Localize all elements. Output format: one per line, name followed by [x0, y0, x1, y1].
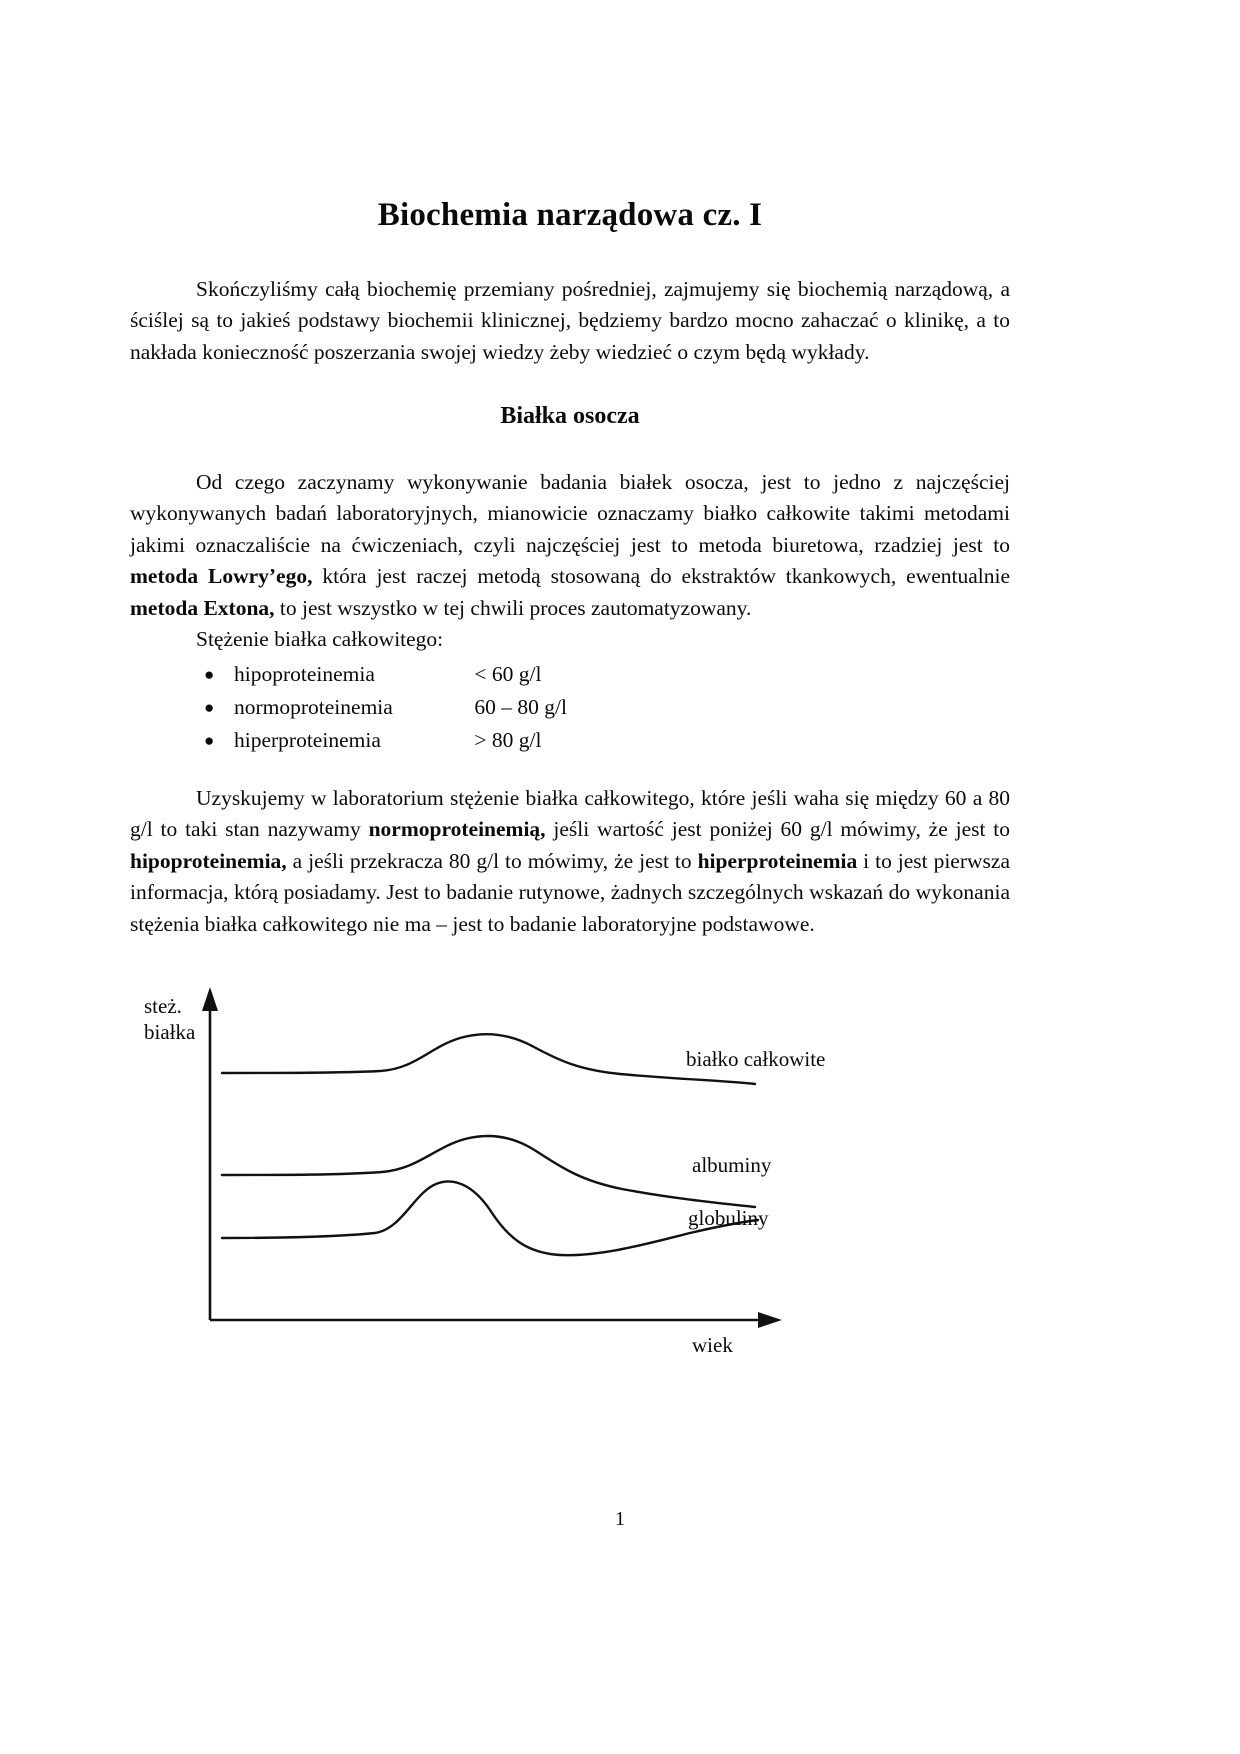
intro-paragraph: Skończyliśmy całą biochemię przemiany pośredniej, zajmujemy się biochemią narządową, a ściślej są to jakieś podstawy biochemii klinicznej, będziemy bardzo mocno zahaczać o klinikę, a to nakłada konieczność poszerzania swojej wiedzy żeby wiedzieć o czym będą wykłady. — [130, 276, 1010, 364]
summary-text-part-1: Uzyskujemy w laboratorium stężenie białka całkowitego, które jeśli waha się między 60 a 80 g/l to taki stan nazywamy — [130, 785, 1010, 842]
list-item — [130, 691, 1010, 724]
hiperproteinemia-bold: hiperproteinemia — [697, 848, 858, 873]
paragraph-text-part-2: która jest raczej metodą stosowaną do ekstraktów tkankowych, ewentualnie — [312, 564, 1010, 589]
bullet-icon: ● — [204, 664, 215, 684]
x-axis-label: wiek — [692, 1333, 733, 1357]
page-title: Biochemia narządowa cz. I — [377, 197, 763, 233]
list-lead-text: Stężenie białka całkowitego: — [196, 627, 444, 652]
bullet-icon: ● — [204, 697, 215, 717]
method-lowry-bold: metoda Lowry’ego, — [130, 564, 313, 589]
list-item-term: hipoproteinemia — [234, 661, 375, 686]
series-label-albuminy: albuminy — [692, 1153, 772, 1177]
summary-text-part-2: jeśli wartość jest poniżej 60 g/l mówimy, że jest to — [545, 817, 1011, 842]
normoproteinemia-bold: normoproteinemią, — [368, 817, 546, 842]
summary-text-part-4: i to jest pierwsza informacja, którą posiadamy. Jest to badanie rutynowe, żadnych szczególnych wskazań do wykonania stężenia białka całkowitego nie ma – jest to badanie laboratoryjne podstawowe. — [130, 848, 1010, 936]
bullet-icon: ● — [204, 730, 215, 750]
list-item-value: > 80 g/l — [474, 727, 542, 752]
chart-canvas — [130, 985, 1010, 1375]
protein-age-chart — [130, 985, 1010, 1375]
series-line-globuliny — [222, 1181, 758, 1255]
summary-paragraph — [130, 783, 1010, 941]
spacer — [130, 757, 1010, 783]
list-item-term: normoproteinemia — [234, 694, 393, 719]
hipoproteinemia-bold: hipoproteinemia, — [130, 848, 287, 873]
series-line-bialko-calkowite — [222, 1034, 755, 1084]
list-item-term: hiperproteinemia — [234, 727, 381, 752]
list-item-value: < 60 g/l — [474, 661, 542, 686]
list-item — [130, 724, 1010, 757]
y-axis-label — [144, 993, 234, 1045]
x-axis — [210, 1312, 782, 1328]
plasma-proteins-paragraph — [130, 467, 1010, 625]
series-line-albuminy — [222, 1136, 755, 1207]
y-axis-label-line-2: białka — [144, 1020, 196, 1044]
page-number: 1 — [615, 1508, 625, 1530]
series-label-bialko-calkowite: białko całkowite — [686, 1047, 826, 1071]
list-item-value: 60 – 80 g/l — [474, 694, 567, 719]
section-heading: Białka osocza — [500, 403, 640, 430]
series-label-globuliny: globuliny — [688, 1206, 769, 1230]
document-content — [130, 196, 1010, 940]
paragraph-text-part-3: to jest wszystko w tej chwili proces zautomatyzowany. — [274, 595, 752, 620]
method-exton-bold: metoda Extona, — [130, 595, 275, 620]
paragraph-text-part-1: Od czego zaczynamy wykonywanie badania białek osocza, jest to jedno z najczęściej wykonywanych badań laboratoryjnych, mianowicie oznaczamy białko całkowite takimi metodami jakimi oznaczaliście na ćwiczeniach, czyli najczęściej jest to metoda biuretowa, rzadziej jest to — [130, 469, 1010, 557]
y-axis-label-line-1: steż. — [144, 994, 182, 1018]
list-item — [130, 658, 1010, 691]
protein-concentration-list — [130, 658, 1010, 757]
summary-text-part-3: a jeśli przekracza 80 g/l to mówimy, że jest to — [286, 848, 698, 873]
